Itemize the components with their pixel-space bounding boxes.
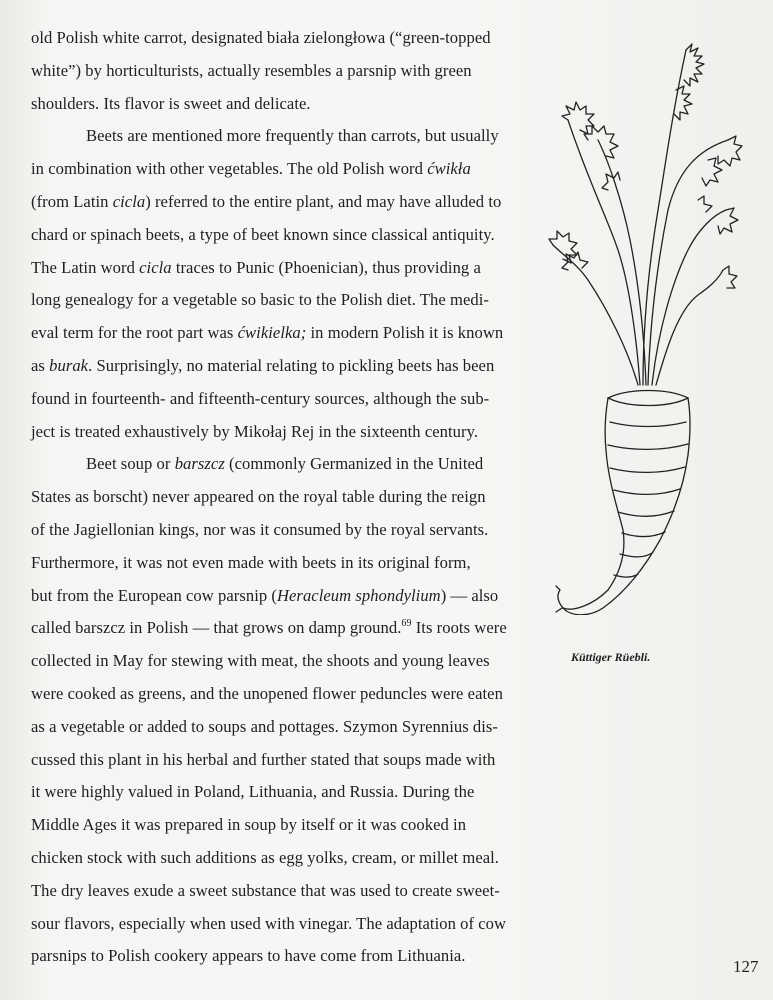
text-line	[31, 252, 543, 285]
text-segment: called barszcz in Polish — that grows on damp ground.	[31, 618, 402, 638]
text-segment: as a vegetable or added to soups and pottages. Szymon Syrennius dis-	[31, 716, 499, 736]
text-segment: eval term for the root part was	[31, 323, 238, 343]
text-line	[31, 908, 543, 941]
text-segment: found in fourteenth- and fifteenth-century sources, although the sub-	[31, 388, 490, 408]
text-segment: chicken stock with such additions as egg yolks, cream, or millet meal.	[31, 847, 500, 867]
text-line	[31, 842, 543, 875]
text-segment: ćwikielka;	[237, 323, 307, 343]
figure-caption: Küttiger Rüebli.	[571, 650, 651, 664]
text-segment: as	[31, 355, 50, 375]
text-line	[31, 744, 543, 777]
text-line	[31, 678, 543, 711]
text-segment: in combination with other vegetables. The old Polish word	[31, 159, 428, 179]
text-segment: cussed this plant in his herbal and further stated that soups made with	[31, 749, 496, 769]
text-segment: ) referred to the entire plant, and may have alluded to	[145, 191, 502, 211]
text-segment: Middle Ages it was prepared in soup by itself or it was cooked in	[31, 815, 467, 835]
text-line	[31, 88, 543, 121]
text-segment: burak	[49, 355, 89, 375]
text-segment: chard or spinach beets, a type of beet known since classical antiquity.	[31, 224, 495, 244]
text-line	[31, 875, 543, 908]
text-line	[31, 448, 543, 481]
text-segment: collected in May for stewing with meat, the shoots and young leaves	[31, 651, 490, 671]
text-line	[31, 514, 543, 547]
text-segment: (commonly Germanized in the United	[224, 454, 484, 474]
text-segment: ject is treated exhaustively by Mikołaj Rej in the sixteenth century.	[31, 421, 479, 441]
text-segment: barszcz	[174, 454, 225, 474]
text-line	[31, 22, 543, 55]
text-segment: ćwikła	[427, 159, 471, 179]
text-line	[31, 55, 543, 88]
text-line	[31, 317, 543, 350]
text-segment: Furthermore, it was not even made with beets in its original form,	[31, 552, 471, 572]
text-segment: Beet soup or	[86, 454, 175, 474]
text-line	[31, 580, 543, 613]
text-line	[31, 809, 543, 842]
text-line	[31, 284, 543, 317]
text-segment: sour flavors, especially when used with vinegar. The adaptation of cow	[31, 913, 507, 933]
text-segment: States as borscht) never appeared on the royal table during the reign	[31, 487, 486, 507]
text-line	[31, 120, 543, 153]
text-line	[31, 940, 543, 973]
text-line	[31, 416, 543, 449]
page-number: 127	[733, 957, 759, 976]
text-line	[31, 186, 543, 219]
body-text	[31, 22, 543, 973]
text-segment: Heracleum sphondylium	[276, 585, 441, 605]
text-line	[31, 645, 543, 678]
text-segment: ) — also	[440, 585, 499, 605]
text-line	[31, 547, 543, 580]
text-line	[31, 612, 543, 645]
text-line	[31, 383, 543, 416]
footnote-ref: 69	[401, 617, 412, 629]
text-segment: old Polish white carrot, designated biała zielongłowa (“green-topped	[31, 28, 491, 47]
carrot-illustration-icon	[548, 30, 748, 615]
text-segment: of the Jagiellonian kings, nor was it consumed by the royal servants.	[31, 519, 489, 539]
text-segment: in modern Polish it is known	[306, 323, 504, 343]
text-segment: but from the European cow parsnip (	[31, 585, 277, 605]
text-segment: . Surprisingly, no material relating to pickling beets has been	[88, 355, 495, 375]
text-segment: white”) by horticulturists, actually resembles a parsnip with green	[31, 60, 472, 80]
text-segment: traces to Punic (Phoenician), thus providing a	[171, 257, 481, 277]
text-line	[31, 776, 543, 809]
text-segment: shoulders. Its flavor is sweet and delicate.	[31, 93, 311, 113]
text-segment: (from Latin	[31, 191, 113, 211]
text-segment: cicla	[139, 257, 172, 277]
text-segment: Beets are mentioned more frequently than carrots, but usually	[86, 126, 499, 146]
text-segment: cicla	[112, 191, 146, 211]
text-line	[31, 711, 543, 744]
text-segment: The Latin word	[31, 257, 140, 277]
text-segment: The dry leaves exude a sweet substance that was used to create sweet-	[31, 880, 500, 900]
text-line	[31, 350, 543, 383]
text-line	[31, 219, 543, 252]
text-segment: were cooked as greens, and the unopened flower peduncles were eaten	[31, 683, 503, 703]
text-segment: Its roots were	[411, 618, 507, 638]
text-line	[31, 481, 543, 514]
text-segment: parsnips to Polish cookery appears to have come from Lithuania.	[31, 946, 466, 966]
text-segment: it were highly valued in Poland, Lithuania, and Russia. During the	[31, 782, 475, 802]
text-segment: long genealogy for a vegetable so basic to the Polish diet. The medi-	[31, 290, 489, 310]
text-line	[31, 153, 543, 186]
